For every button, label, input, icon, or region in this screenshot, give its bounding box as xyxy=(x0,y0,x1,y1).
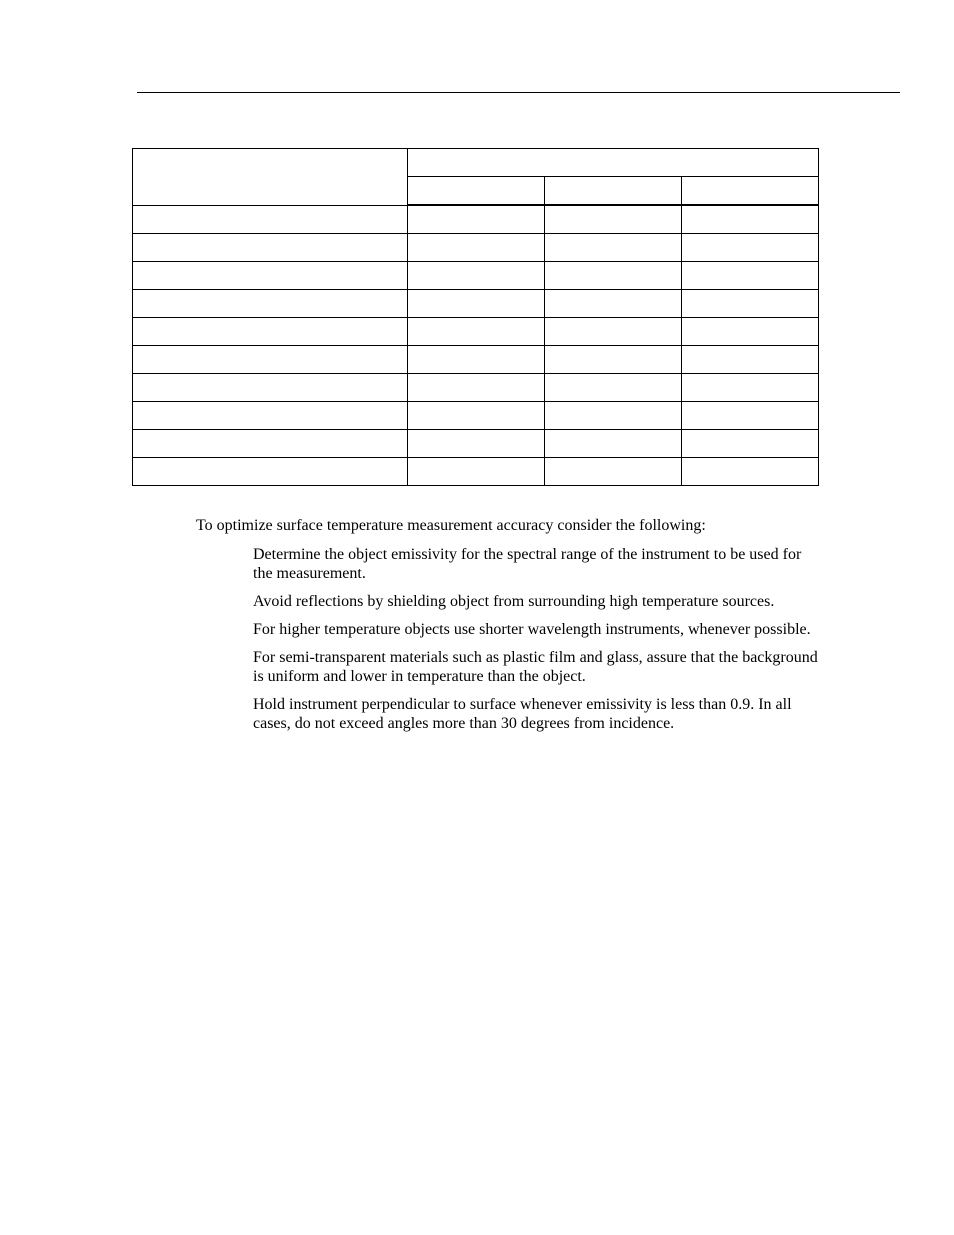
table-cell xyxy=(545,234,682,262)
table-subheader-cell xyxy=(545,177,682,206)
table-row xyxy=(133,402,819,430)
table-cell xyxy=(408,374,545,402)
table-cell xyxy=(408,458,545,486)
table-cell xyxy=(545,318,682,346)
emissivity-table xyxy=(132,148,819,486)
table-cell xyxy=(682,262,819,290)
table-row xyxy=(133,234,819,262)
table-header-group xyxy=(408,149,819,177)
table-cell xyxy=(408,318,545,346)
table-cell xyxy=(682,374,819,402)
table-cell xyxy=(545,290,682,318)
table-cell xyxy=(408,402,545,430)
table-cell xyxy=(133,374,408,402)
table-row xyxy=(133,205,819,234)
list-item: Avoid reflections by shielding object from surrounding high temperature sources. xyxy=(253,593,775,610)
table-row xyxy=(133,430,819,458)
table-cell xyxy=(545,262,682,290)
header-rule xyxy=(137,92,900,93)
table-cell xyxy=(682,430,819,458)
table-cell xyxy=(682,346,819,374)
table-cell xyxy=(682,402,819,430)
table-cell xyxy=(545,346,682,374)
list-item: For semi-transparent materials such as plastic film and glass, assure that the background is uniform and lower in temperature than the object. xyxy=(253,649,818,685)
table-subheader-cell xyxy=(682,177,819,206)
table-cell xyxy=(682,205,819,234)
table-row xyxy=(133,346,819,374)
table-row xyxy=(133,262,819,290)
table-cell xyxy=(682,290,819,318)
table-cell xyxy=(408,234,545,262)
table-cell xyxy=(133,262,408,290)
table-cell xyxy=(682,458,819,486)
table-header-row xyxy=(133,149,819,177)
table-row xyxy=(133,318,819,346)
table-row xyxy=(133,290,819,318)
table-cell xyxy=(133,346,408,374)
table-cell xyxy=(545,402,682,430)
list-item: Hold instrument perpendicular to surface whenever emissivity is less than 0.9. In all cases, do not exceed angles more than 30 degrees from incidence. xyxy=(253,696,792,732)
list-item: Determine the object emissivity for the spectral range of the instrument to be used for the measurement. xyxy=(253,546,802,582)
list-item: For higher temperature objects use shorter wavelength instruments, whenever possible. xyxy=(253,621,811,638)
table-cell xyxy=(545,374,682,402)
table-cell xyxy=(133,318,408,346)
table-cell xyxy=(408,290,545,318)
table-cell xyxy=(133,458,408,486)
table-row xyxy=(133,374,819,402)
table-row xyxy=(133,458,819,486)
table-cell xyxy=(133,205,408,234)
table-cell xyxy=(408,430,545,458)
table-cell xyxy=(545,430,682,458)
table-cell xyxy=(682,318,819,346)
table-cell xyxy=(133,234,408,262)
table-cell xyxy=(408,346,545,374)
table-cell xyxy=(545,205,682,234)
table-cell xyxy=(408,205,545,234)
table-header-label xyxy=(133,149,408,206)
table-subheader-cell xyxy=(408,177,545,206)
intro-paragraph: To optimize surface temperature measurement accuracy consider the following: xyxy=(196,517,706,534)
table-cell xyxy=(133,402,408,430)
table-cell xyxy=(133,290,408,318)
table-cell xyxy=(133,430,408,458)
tips-list xyxy=(253,545,818,742)
table-cell xyxy=(545,458,682,486)
table-cell xyxy=(682,234,819,262)
table-cell xyxy=(408,262,545,290)
